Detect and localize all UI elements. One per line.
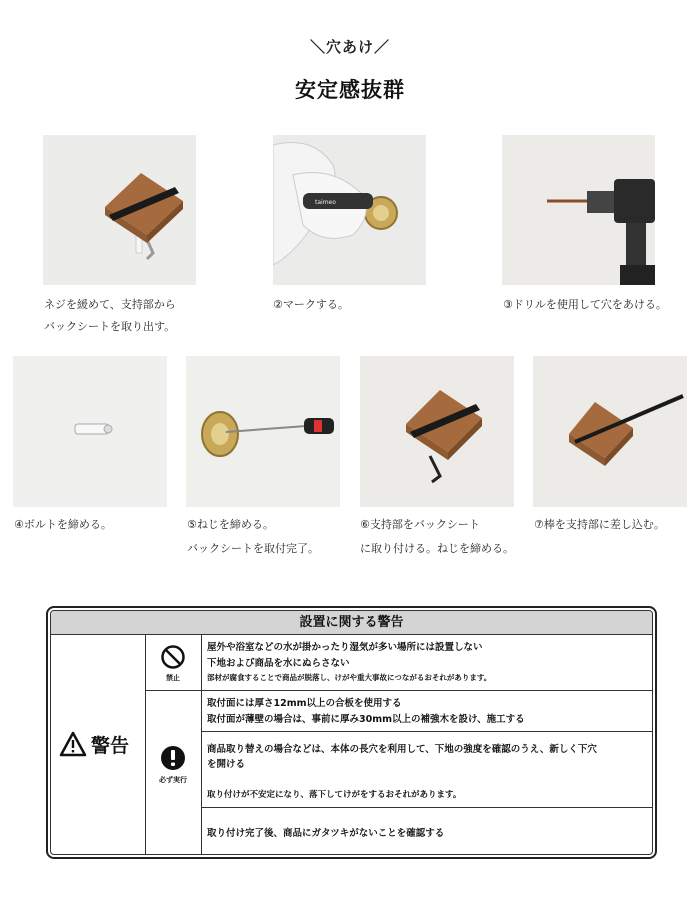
mandatory-note: 取り付けが不安定になり、落下してけがをするおそれがあります。: [207, 790, 462, 800]
divider-row-3: [201, 807, 653, 808]
mandatory-icon: [160, 745, 186, 771]
section-label: ＼穴あけ／: [309, 38, 390, 56]
page-title: 安定感抜群: [295, 78, 405, 102]
photo-step-6: [360, 356, 514, 507]
warning-panel: [50, 610, 653, 855]
step-4-caption: ④ボルトを締める。: [14, 518, 112, 531]
step-1-caption-line2: バックシートを取り出す。: [44, 320, 176, 333]
photo-step-5: [186, 356, 340, 507]
step-6-caption-line2: に取り付ける。ねじを締める。: [360, 542, 514, 555]
mandatory-text-5: 取り付け完了後、商品にガタツキがないことを確認する: [207, 828, 445, 839]
warning-title: 設置に関する警告: [51, 611, 652, 635]
prohibit-icon: [160, 644, 186, 670]
step-3-caption: ③ドリルを使用して穴をあける。: [503, 298, 667, 311]
divider-row-2: [201, 731, 653, 732]
warning-triangle-icon: [59, 731, 87, 757]
mandatory-text-3: 商品取り替えの場合などは、本体の長穴を利用して、下地の強度を確認のうえ、新しく下穴: [207, 744, 597, 755]
divider-col-2: [201, 635, 202, 855]
mandatory-text-1: 取付面には厚さ12mm以上の合板を使用する: [207, 698, 402, 709]
prohibit-text-1: 屋外や浴室などの水が掛かったり湿気が多い場所には設置しない: [207, 642, 483, 653]
tool-brand-label: taimeo: [315, 199, 336, 206]
prohibit-label: 禁止: [166, 674, 180, 682]
photo-step-4: [13, 356, 167, 507]
mandatory-text-4: を開ける: [207, 759, 246, 770]
step-7-caption: ⑦棒を支持部に差し込む。: [534, 518, 665, 531]
photo-step-1: [43, 135, 196, 285]
step-1-caption-line1: ネジを緩めて、支持部から: [44, 298, 176, 311]
photo-step-2: [273, 135, 426, 285]
mandatory-label: 必ず実行: [159, 776, 187, 784]
photo-step-7: [533, 356, 687, 507]
photo-step-3: [502, 135, 655, 285]
alert-text: 警告: [91, 735, 130, 757]
step-2-caption: ②マークする。: [273, 298, 349, 311]
alert-label: [59, 729, 143, 759]
step-6-caption-line1: ⑥支持部をバックシート: [360, 518, 480, 531]
divider-col-1: [145, 635, 146, 855]
prohibit-note: 部材が腐食することで商品が脱落し、けがや重大事故につながるおそれがあります。: [207, 673, 492, 682]
step-5-caption-line2: バックシートを取付完了。: [187, 542, 319, 555]
mandatory-text-2: 取付面が薄壁の場合は、事前に厚み30mm以上の補強木を設け、施工する: [207, 714, 525, 725]
divider-row-1: [145, 690, 653, 691]
prohibit-text-2: 下地および商品を水にぬらさない: [207, 658, 350, 669]
step-5-caption-line1: ⑤ねじを締める。: [187, 518, 274, 531]
